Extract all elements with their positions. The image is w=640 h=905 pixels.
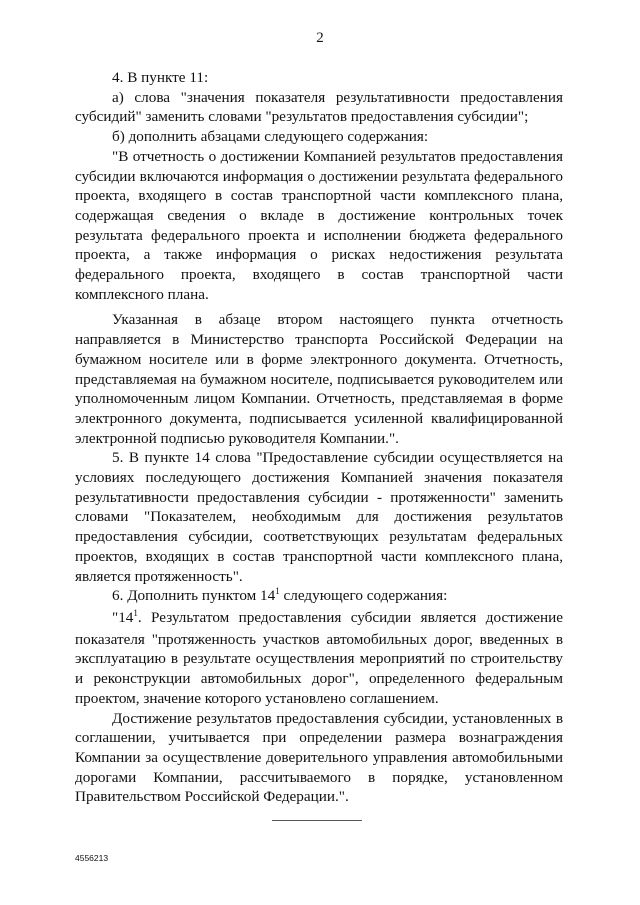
superscript-1: 1 — [275, 586, 280, 597]
paragraph-item-4: 4. В пункте 11: — [112, 69, 209, 86]
paragraph-item-6-text: 6. Дополнить пунктом 14 — [112, 587, 276, 605]
superscript-1: 1 — [133, 607, 138, 618]
paragraph-quoted-reporting: "В отчетность о достижении Компанией результатов предоставления субсидии включаются информация о достижении результата федерального проекта, входящего в состав транспортной части комплексного плана, содержащая сведения о вкладе в достижение контрольных точек результата федерального проекта и исполнении бюджета федерального проекта, а также информация о рисках недостижения результата федерального проекта, входящего в состав транспортной части комплексного плана. — [75, 147, 563, 303]
paragraph-results-accounting: Достижение результатов предоставления субсидии, установленных в соглашении, учитывается при определении размера вознаграждения Компании за осуществление доверительного управления автомобильными дорогами Компании, рассчитываемого в порядке, установленном Правительством Российской Федерации.". — [75, 709, 563, 806]
paragraph-subitem-a: а) слова "значения показателя результативности предоставления субсидий" заменить словами "результатов предоставления субсидии"; — [75, 88, 563, 126]
paragraph-item-14-1 — [75, 608, 563, 709]
paragraph-item-6-text-end: следующего содержания: — [279, 587, 448, 605]
paragraph-reporting-submission: Указанная в абзаце втором настоящего пункта отчетность направляется в Министерство транспорта Российской Федерации на бумажном носителе или в форме электронного документа. Отчетность, представляемая на бумажном носителе, подписывается руководителем или уполномоченным лицом Компании. Отчетность, представляемая в форме электронного документа, подписывается усиленной квалифицированной электронной подписью руководителя Компании.". — [75, 311, 563, 447]
paragraph-subitem-b: б) дополнить абзацами следующего содержания: — [112, 128, 429, 146]
paragraph-item-14-1-number: "14 — [112, 608, 134, 626]
paragraph-item-5: 5. В пункте 14 слова "Предоставление субсидии осуществляется на условиях последующего достижения Компанией значения показателя результативности предоставления субсидии - протяженности" заменить словами "Показателем, необходимым для достижения результатов предоставления субсидии, соответствующих результатам федеральных проектов, входящих в состав транспортной части комплексного плана, является протяженность". — [75, 449, 563, 585]
document-code: 4556213 — [75, 853, 109, 863]
divider-line — [272, 820, 362, 821]
paragraph-item-6 — [75, 586, 563, 608]
document-body — [75, 68, 563, 807]
page-number: 2 — [316, 30, 324, 46]
paragraph-item-14-1-text: . Результатом предоставления субсидии является достижение показателя "протяженность участков автомобильных дорог, введенных в эксплуатацию в результате осуществления мероприятий по строительству и реконструкции автомобильных дорог", определенного федеральным проектом, значение которого установлено соглашением. — [75, 608, 563, 707]
